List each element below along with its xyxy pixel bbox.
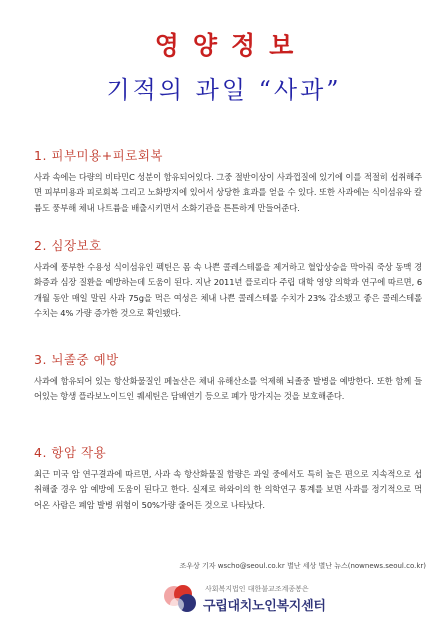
section-heading: 2. 심장보호 (34, 238, 102, 253)
document-title: 영양정보 (154, 31, 308, 60)
section-body: 사과에 풍부한 수용성 식이섬유인 펙틴은 몸 속 나쁜 콜레스테롤을 제거하고 혈압상승을 막아줘 죽상 동맥 경화증과 심장 질환을 예방하는데 도움이 된다. 지난 2011년 플로리다 주립 대학 영양 의학과 연구에 따르면, 6개월 동안 매일 말린 사과 75g을 먹은 여성은 체내 나쁜 콜레스테롤 수치가 23% 감소됐고 좋은 콜레스테롤 수치는 4% 가량 증가한 것으로 확인됐다. (34, 262, 422, 318)
section-heart (34, 236, 422, 321)
section-body: 최근 미국 암 연구결과에 따르면, 사과 속 항산화물질 함량은 과일 중에서도 특히 높은 편으로 지속적으로 섭취해줄 경우 암 예방에 도움이 된다고 한다. 실제로 하와이의 한 의학연구 통계를 보면 사과를 정기적으로 먹어온 사람은 폐암 발병 위험이 50%가량 줄어든 것으로 나타났다. (34, 469, 422, 510)
section-heading: 1. 피부미용+피로회복 (34, 148, 163, 163)
logo-name: 구립대치노인복지센터 (203, 599, 326, 614)
center-logo-icon (161, 582, 201, 616)
byline: 조우상 기자 wscho@seoul.co.kr 별난 세상 별난 뉴스(nownews.seoul.co.kr) (179, 562, 426, 570)
section-heading: 3. 뇌졸중 예방 (34, 352, 119, 367)
section-heading: 4. 항암 작용 (34, 445, 107, 460)
section-skin-fatigue (34, 146, 422, 216)
section-body: 사과 속에는 다량의 비타민C 성분이 함유되어있다. 그중 절반이상이 사과껍질에 있기에 이를 적절히 섭취해주면 피부미용과 피로회복 그리고 노화방지에 있어서 상당한 효과를 얻을 수 있다. 또한 사과에는 식이섬유와 칼륨도 풍부해 체내 나트륨을 배출시키면서 소화기관을 튼튼하게 만들어준다. (34, 172, 422, 213)
document-subtitle: 기적의 과일 “사과” (106, 76, 342, 104)
logo-small-text: 사회복지법인 대한불교조계종봉은 (205, 585, 309, 593)
section-body: 사과에 함유되어 있는 항산화물질인 페놀산은 체내 유해산소를 억제해 뇌졸중 발병을 예방한다. 또한 함께 들어있는 항생 플라보노이드인 퀘세틴은 담배연기 등으로 폐가 망가지는 것을 보호해준다. (34, 376, 422, 402)
section-stroke (34, 350, 422, 405)
section-anticancer (34, 443, 422, 513)
center-logo (161, 582, 431, 616)
